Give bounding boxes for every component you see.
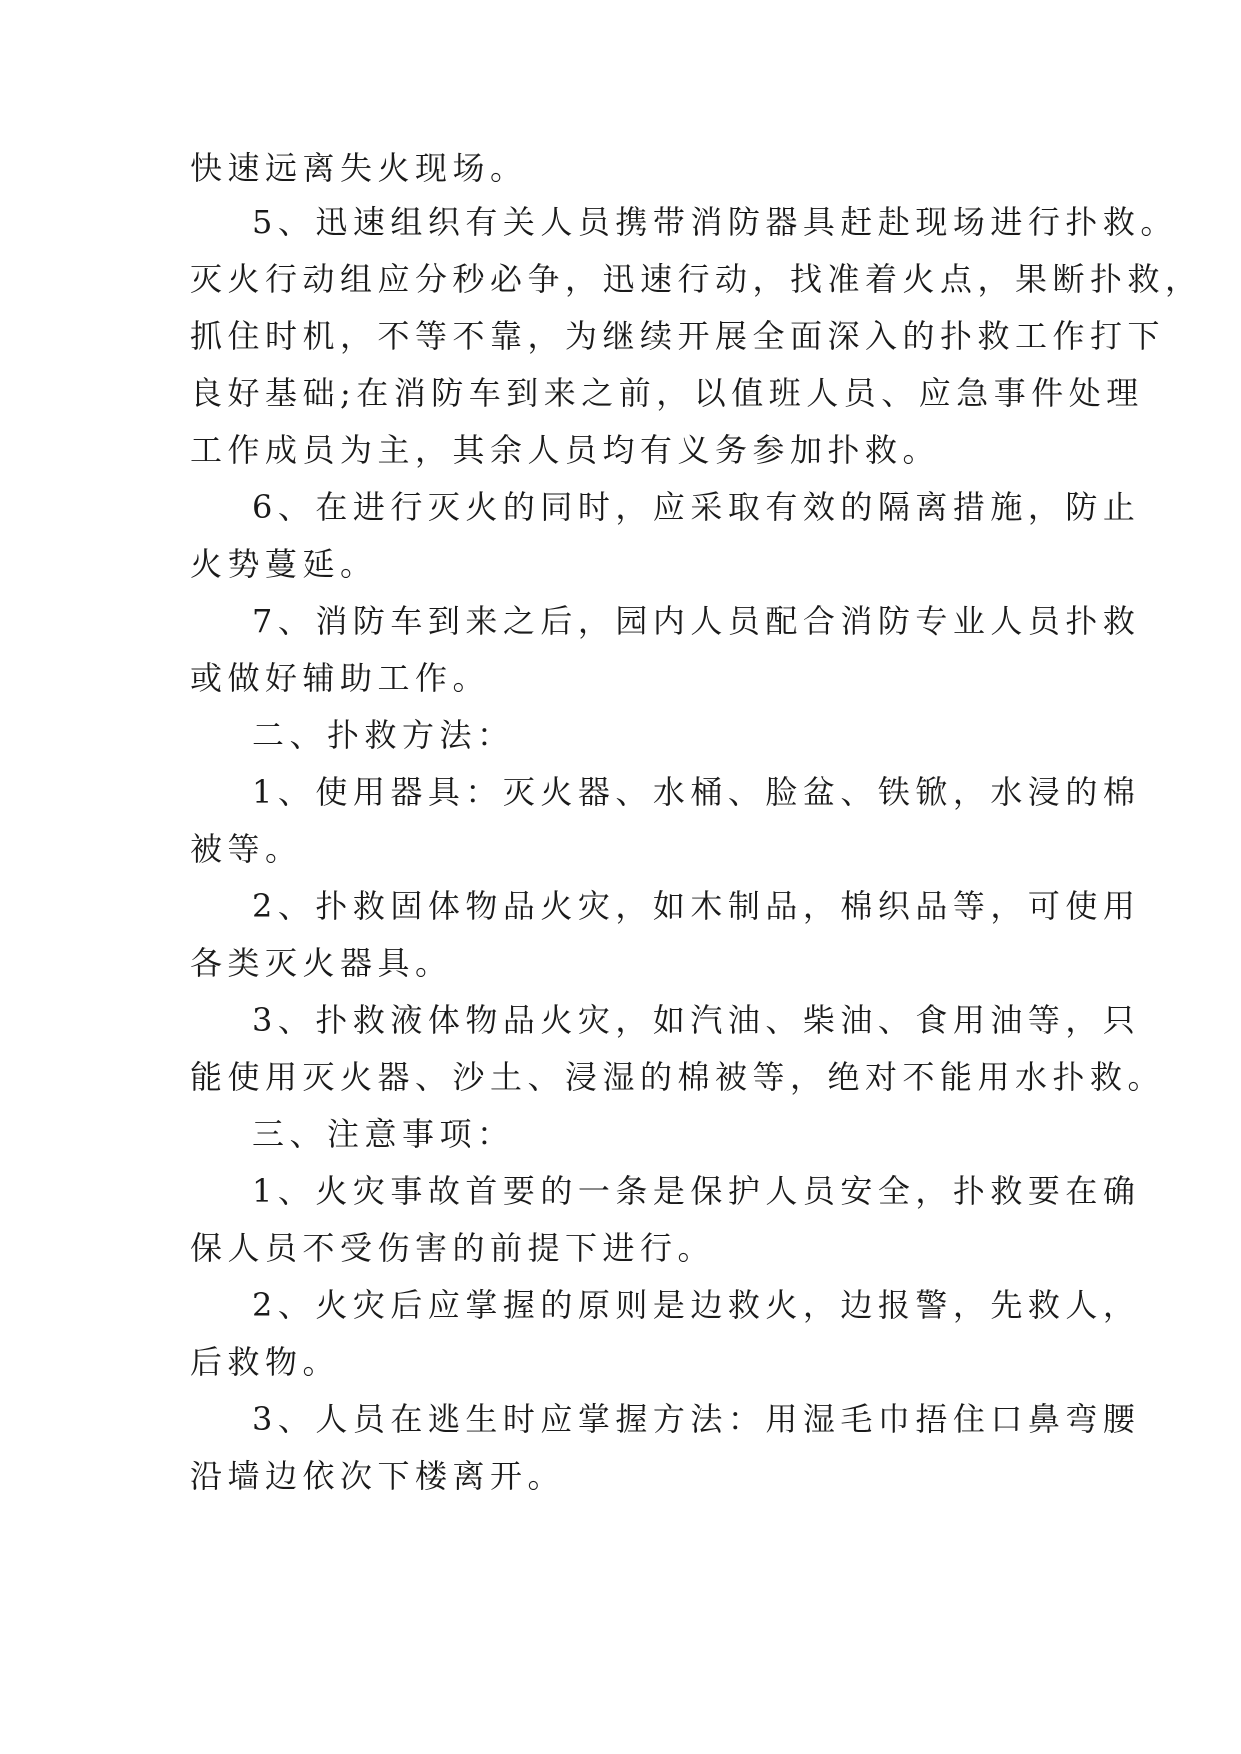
section-heading: 二、扑救方法： — [252, 716, 515, 754]
text-line: 2、火灾后应掌握的原则是边救火，边报警，先救人， — [252, 1286, 1141, 1324]
text-line: 各类灭火器具。 — [190, 944, 453, 982]
text-line: 被等。 — [190, 830, 303, 868]
text-line: 1、使用器具：灭火器、水桶、脸盆、铁锨，水浸的棉 — [252, 773, 1141, 811]
text-line: 5、迅速组织有关人员携带消防器具赶赴现场进行扑救。 — [252, 203, 1178, 241]
text-line: 沿墙边依次下楼离开。 — [190, 1457, 566, 1495]
text-line: 7、消防车到来之后，园内人员配合消防专业人员扑救 — [252, 602, 1141, 640]
text-line: 能使用灭火器、沙土、浸湿的棉被等，绝对不能用水扑救。 — [190, 1058, 1166, 1096]
text-line: 快速远离失火现场。 — [190, 149, 528, 187]
text-line: 工作成员为主，其余人员均有义务参加扑救。 — [190, 431, 941, 469]
section-heading: 三、注意事项： — [252, 1115, 515, 1153]
text-line: 3、人员在逃生时应掌握方法：用湿毛巾捂住口鼻弯腰 — [252, 1400, 1141, 1438]
text-line: 6、在进行灭火的同时，应采取有效的隔离措施，防止 — [252, 488, 1141, 526]
text-line: 火势蔓延。 — [190, 545, 378, 583]
text-line: 抓住时机，不等不靠，为继续开展全面深入的扑救工作打下 — [190, 317, 1166, 355]
text-line: 1、火灾事故首要的一条是保护人员安全，扑救要在确 — [252, 1172, 1141, 1210]
text-line: 保人员不受伤害的前提下进行。 — [190, 1229, 716, 1267]
text-line: 或做好辅助工作。 — [190, 659, 491, 697]
text-line: 良好基础;在消防车到来之前，以值班人员、应急事件处理 — [190, 374, 1144, 412]
text-line: 灭火行动组应分秒必争，迅速行动，找准着火点，果断扑救， — [190, 260, 1203, 298]
text-line: 后救物。 — [190, 1343, 341, 1381]
text-line: 3、扑救液体物品火灾，如汽油、柴油、食用油等，只 — [252, 1001, 1141, 1039]
text-line: 2、扑救固体物品火灾，如木制品，棉织品等，可使用 — [252, 887, 1141, 925]
